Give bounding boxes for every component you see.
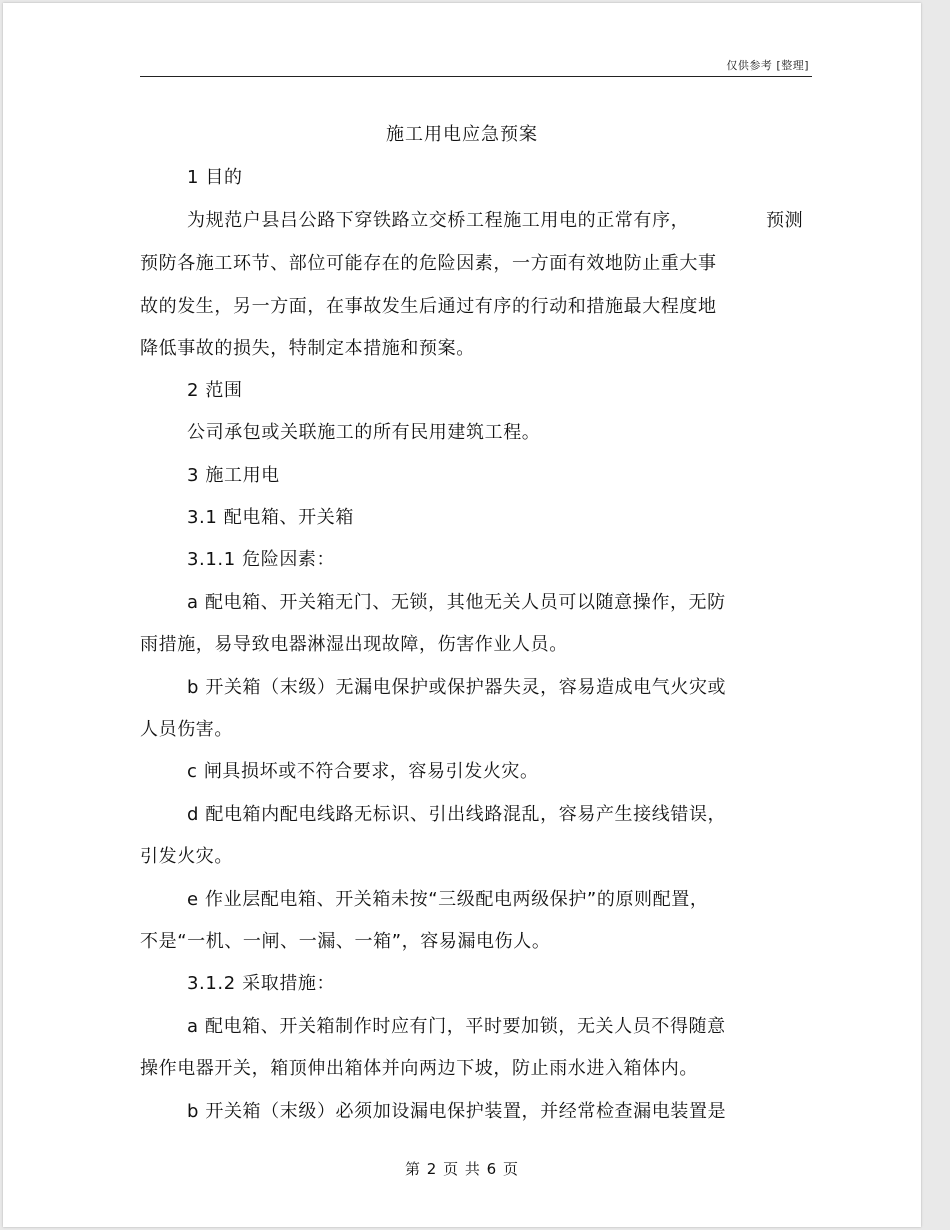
paragraph-line: 不是“一机、一闸、一漏、一箱”，容易漏电伤人。 [140, 931, 551, 952]
paragraph-line: 为规范户县吕公路下穿铁路立交桥工程施工用电的正常有序， [187, 210, 690, 231]
subsection-heading: 3.1.2 采取措施： [187, 973, 336, 994]
paragraph-line: b 开关箱（末级）无漏电保护或保护器失灵，容易造成电气火灾或 [187, 677, 727, 698]
subsection-heading: 3.1.1 危险因素： [187, 549, 336, 570]
section-heading: 2 范围 [187, 380, 243, 401]
header-rule [140, 76, 812, 77]
section-heading: 1 目的 [187, 167, 243, 188]
paragraph-line: a 配电箱、开关箱无门、无锁，其他无关人员可以随意操作，无防 [187, 592, 726, 613]
paragraph-line: 雨措施，易导致电器淋湿出现故障，伤害作业人员。 [140, 634, 568, 655]
paragraph-line: 人员伤害。 [140, 719, 233, 740]
document-page [3, 3, 921, 1227]
paragraph-line: 操作电器开关，箱顶伸出箱体并向两边下坡，防止雨水进入箱体内。 [140, 1058, 698, 1079]
paragraph-line: a 配电箱、开关箱制作时应有门，平时要加锁，无关人员不得随意 [187, 1016, 726, 1037]
paragraph-line: 降低事故的损失，特制定本措施和预案。 [140, 338, 475, 359]
document-title: 施工用电应急预案 [386, 124, 538, 145]
paragraph-line: b 开关箱（末级）必须加设漏电保护装置，并经常检查漏电装置是 [187, 1101, 727, 1122]
paragraph-line: 引发火灾。 [140, 846, 233, 867]
paragraph-line: 故的发生，另一方面，在事故发生后通过有序的行动和措施最大程度地 [140, 296, 717, 317]
page-footer: 第 2 页 共 6 页 [405, 1160, 519, 1178]
paragraph-line: e 作业层配电箱、开关箱未按“三级配电两级保护”的原则配置， [187, 889, 709, 910]
subsection-heading: 3.1 配电箱、开关箱 [187, 507, 354, 528]
paragraph-line: c 闸具损坏或不符合要求，容易引发火灾。 [187, 761, 539, 782]
paragraph-line-end: 预测 [766, 210, 804, 231]
section-heading: 3 施工用电 [187, 465, 280, 486]
header-note: 仅供参考 [整理] [726, 59, 809, 72]
paragraph-line: 公司承包或关联施工的所有民用建筑工程。 [187, 422, 541, 443]
paragraph-line: 预防各施工环节、部位可能存在的危险因素，一方面有效地防止重大事 [140, 253, 717, 274]
paragraph-line: d 配电箱内配电线路无标识、引出线路混乱，容易产生接线错误， [187, 804, 727, 825]
